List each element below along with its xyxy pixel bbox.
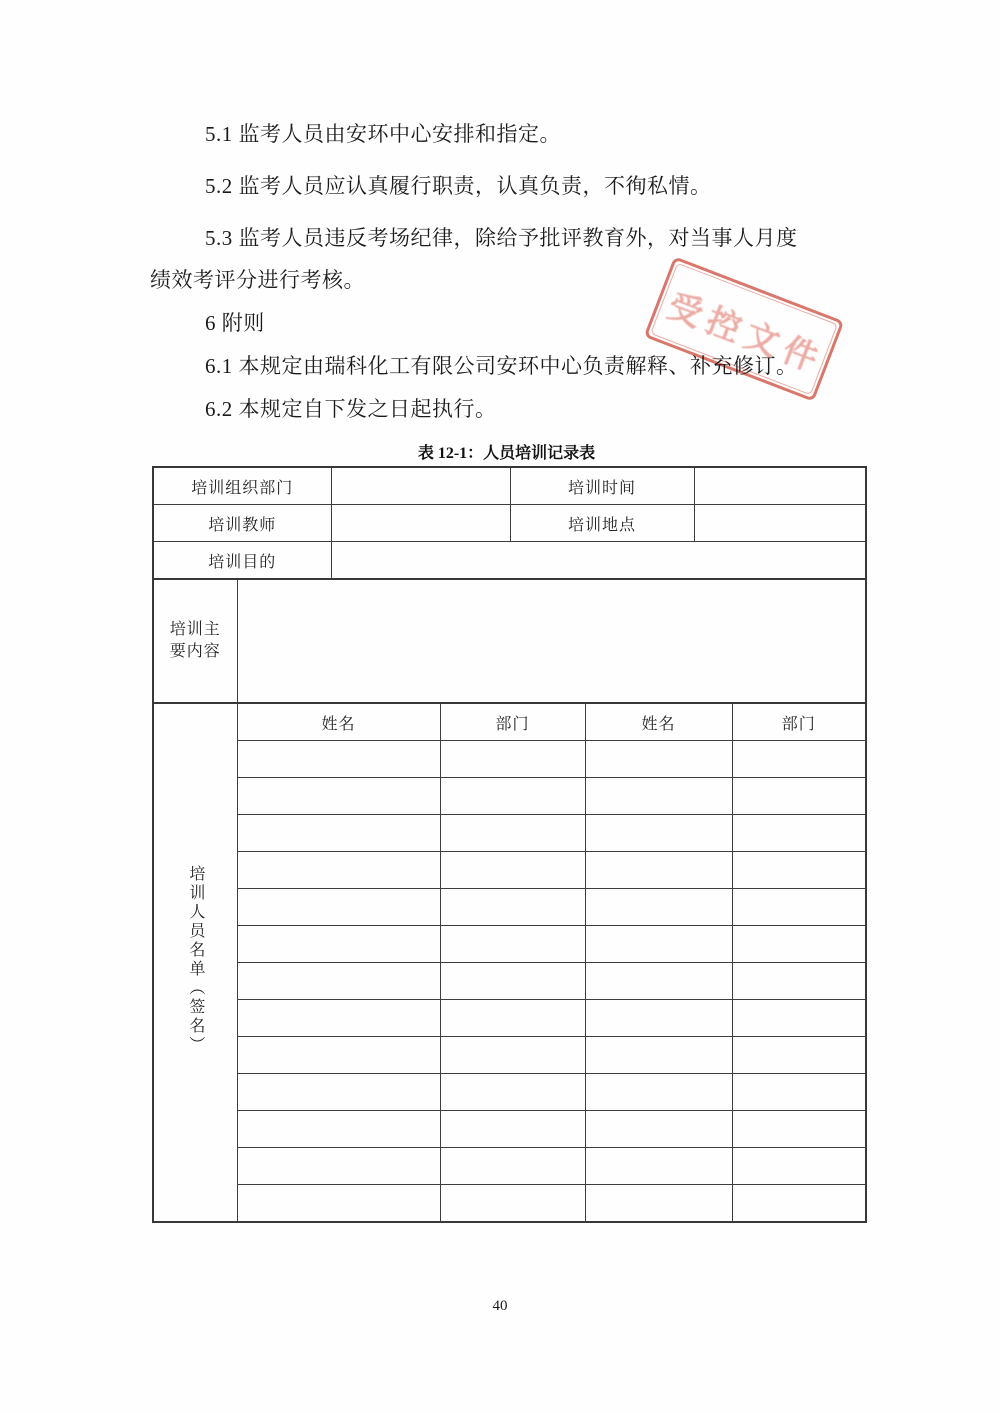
- roster-cell: [585, 926, 732, 963]
- value-training-org: [331, 467, 510, 505]
- value-training-time: [694, 467, 866, 505]
- roster-cell: [237, 1185, 440, 1223]
- roster-row: [153, 1074, 866, 1111]
- roster-header-dept-1: 部门: [440, 703, 585, 741]
- roster-cell: [440, 1111, 585, 1148]
- roster-cell: [732, 1074, 866, 1111]
- roster-row: [153, 1111, 866, 1148]
- roster-cell: [440, 1074, 585, 1111]
- roster-cell: [237, 963, 440, 1000]
- roster-cell: [585, 778, 732, 815]
- roster-cell: [585, 1185, 732, 1223]
- roster-cell: [440, 889, 585, 926]
- label-training-teacher: 培训教师: [153, 505, 331, 542]
- value-training-teacher: [331, 505, 510, 542]
- roster-cell: [440, 741, 585, 778]
- info-row: [153, 505, 866, 542]
- roster-cell: [585, 963, 732, 1000]
- roster-cell: [732, 778, 866, 815]
- roster-cell: [237, 815, 440, 852]
- roster-row: [153, 1148, 866, 1185]
- paragraph-6-2: 6.2 本规定自下发之日起执行。: [205, 397, 497, 421]
- roster-row: [153, 926, 866, 963]
- training-info-table: [152, 466, 867, 580]
- roster-cell: [440, 963, 585, 1000]
- roster-cell: [237, 1000, 440, 1037]
- paragraph-6-1: 6.1 本规定由瑞科化工有限公司安环中心负责解释、补充修订。: [205, 354, 798, 378]
- paragraph-5-3-line2: 绩效考评分进行考核。: [150, 268, 365, 292]
- roster-cell: [237, 852, 440, 889]
- training-roster-table: [152, 702, 867, 1223]
- paragraph-5-1: 5.1 监考人员由安环中心安排和指定。: [205, 122, 561, 146]
- roster-cell: [585, 741, 732, 778]
- info-row: [153, 467, 866, 505]
- roster-cell: [237, 1111, 440, 1148]
- roster-row: [153, 1185, 866, 1223]
- roster-cell: [732, 1148, 866, 1185]
- roster-cell: [732, 889, 866, 926]
- roster-body: [153, 703, 866, 1222]
- roster-header-row: [153, 703, 866, 741]
- paragraph-5-2: 5.2 监考人员应认真履行职责，认真负责，不徇私情。: [205, 174, 712, 198]
- roster-cell: [585, 1148, 732, 1185]
- label-training-location: 培训地点: [510, 505, 694, 542]
- roster-row: [153, 963, 866, 1000]
- roster-row: [153, 815, 866, 852]
- value-training-content: [237, 579, 866, 703]
- roster-cell: [732, 852, 866, 889]
- roster-vertical-text: 培训人员名单（签名）: [186, 865, 204, 1055]
- roster-row: [153, 1037, 866, 1074]
- label-training-org: 培训组织部门: [153, 467, 331, 505]
- roster-cell: [732, 926, 866, 963]
- roster-cell: [440, 1000, 585, 1037]
- heading-6: 6 附则: [205, 311, 265, 335]
- label-roster-vertical: [153, 703, 237, 1222]
- roster-row: [153, 1000, 866, 1037]
- label-training-content: 培训主要内容: [153, 579, 237, 703]
- roster-cell: [440, 926, 585, 963]
- label-training-time: 培训时间: [510, 467, 694, 505]
- value-training-purpose: [331, 542, 866, 580]
- roster-cell: [732, 1000, 866, 1037]
- roster-cell: [237, 741, 440, 778]
- roster-cell: [237, 778, 440, 815]
- roster-header-name-1: 姓名: [237, 703, 440, 741]
- roster-cell: [585, 1037, 732, 1074]
- roster-row: [153, 852, 866, 889]
- roster-cell: [585, 815, 732, 852]
- training-content-table: [152, 578, 867, 704]
- roster-cell: [440, 1148, 585, 1185]
- roster-cell: [237, 1037, 440, 1074]
- roster-cell: [440, 1037, 585, 1074]
- roster-cell: [585, 1074, 732, 1111]
- roster-header-name-2: 姓名: [585, 703, 732, 741]
- roster-cell: [237, 1148, 440, 1185]
- roster-cell: [732, 741, 866, 778]
- table-title: 表 12-1：人员培训记录表: [417, 445, 596, 462]
- roster-row: [153, 741, 866, 778]
- purpose-row: [153, 542, 866, 580]
- value-training-location: [694, 505, 866, 542]
- roster-cell: [732, 1111, 866, 1148]
- roster-cell: [237, 926, 440, 963]
- document-body: [150, 113, 863, 1223]
- roster-header-dept-2: 部门: [732, 703, 866, 741]
- roster-cell: [237, 1074, 440, 1111]
- roster-cell: [440, 852, 585, 889]
- roster-row: [153, 778, 866, 815]
- roster-row: [153, 889, 866, 926]
- roster-cell: [585, 889, 732, 926]
- roster-cell: [732, 815, 866, 852]
- roster-cell: [440, 1185, 585, 1223]
- roster-cell: [237, 889, 440, 926]
- page-number: 40: [492, 1298, 508, 1314]
- stamp-text: 受控文件: [662, 287, 830, 381]
- roster-cell: [585, 1111, 732, 1148]
- roster-cell: [440, 778, 585, 815]
- paragraph-5-3-line1: 5.3 监考人员违反考场纪律，除给予批评教育外，对当事人月度: [205, 226, 798, 250]
- roster-cell: [585, 1000, 732, 1037]
- roster-cell: [732, 1037, 866, 1074]
- content-row: [153, 579, 866, 703]
- roster-cell: [732, 963, 866, 1000]
- roster-cell: [585, 852, 732, 889]
- roster-cell: [732, 1185, 866, 1223]
- roster-cell: [440, 815, 585, 852]
- label-training-purpose: 培训目的: [153, 542, 331, 580]
